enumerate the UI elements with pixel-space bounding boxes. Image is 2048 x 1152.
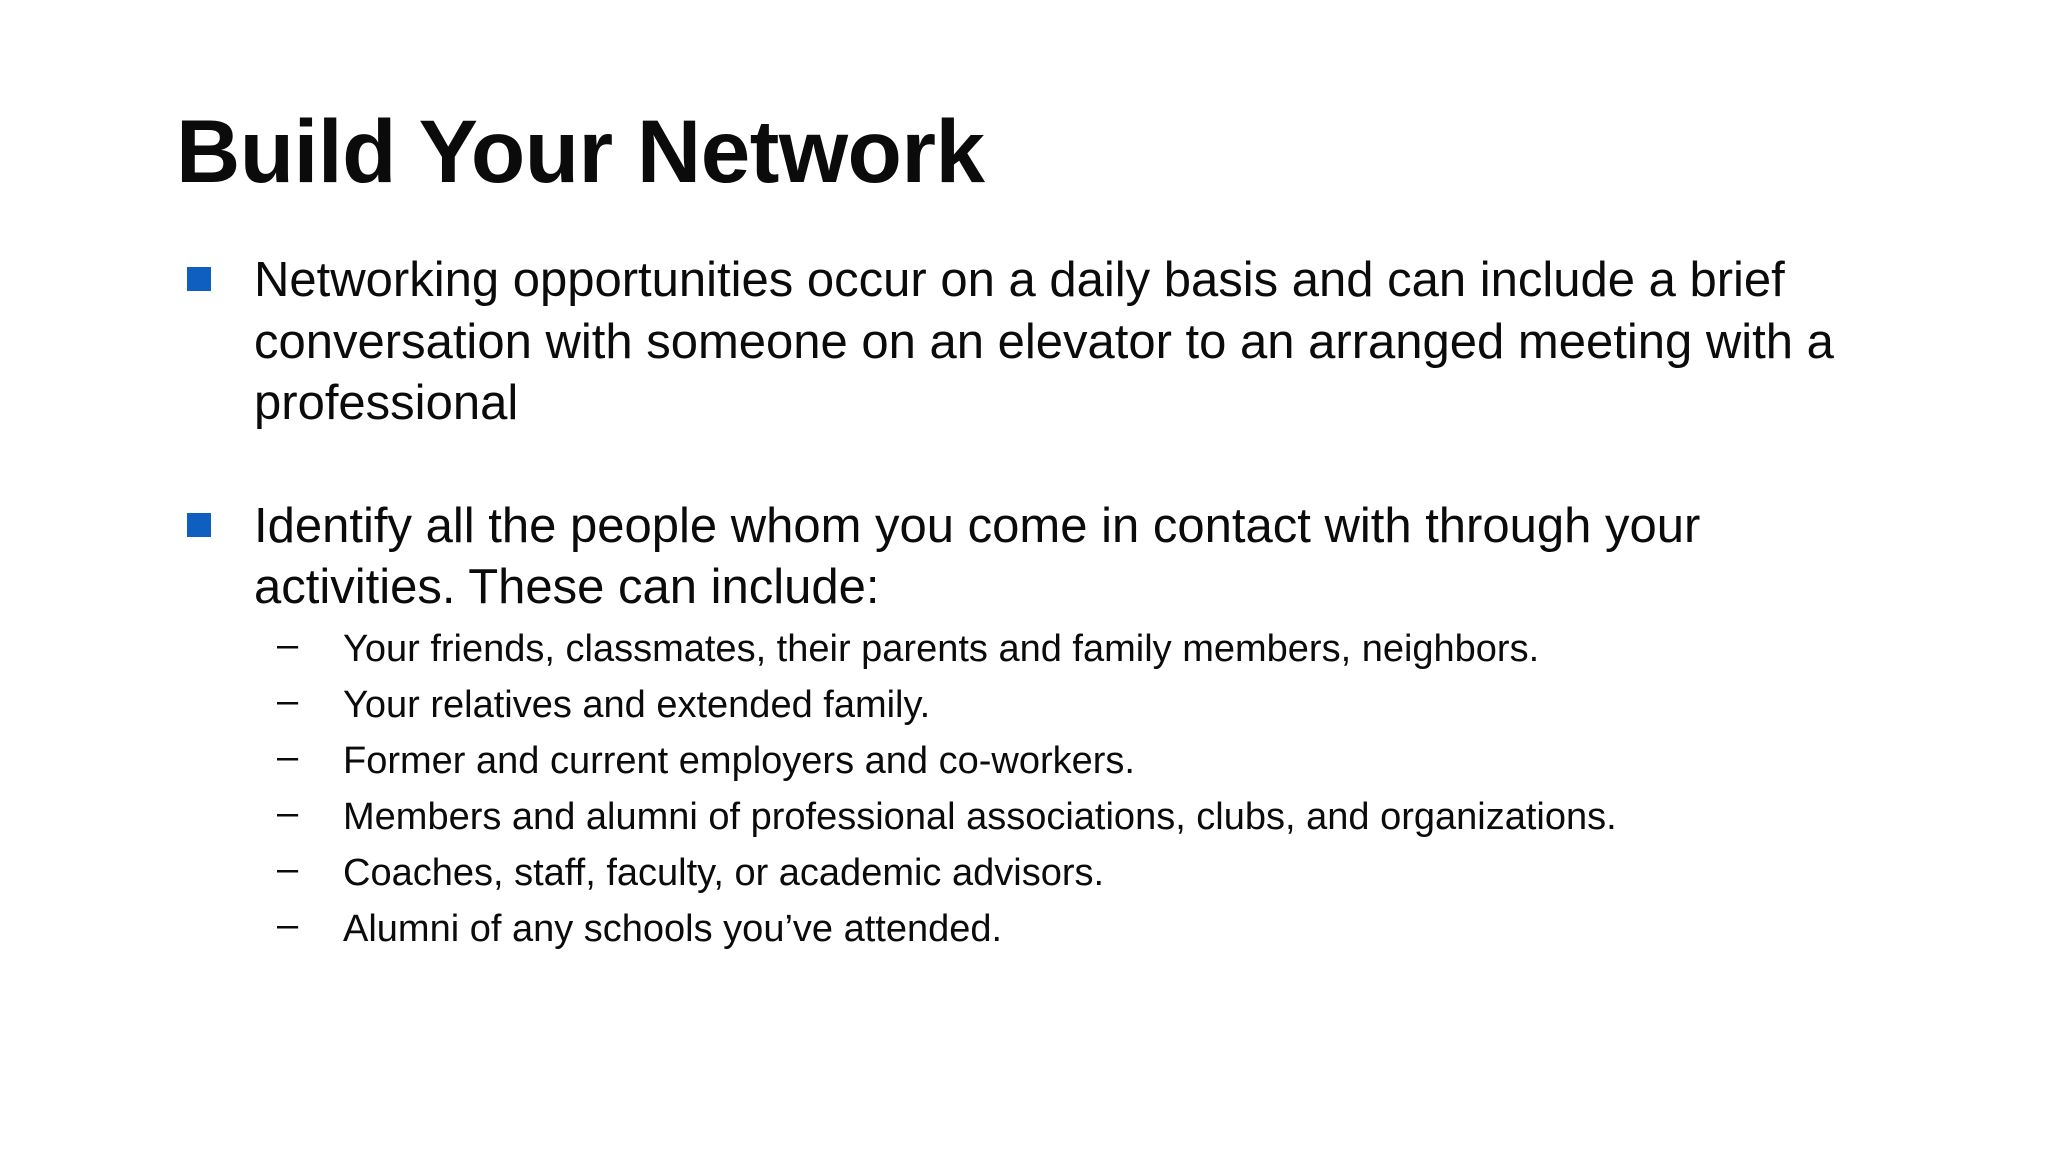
sub-item-text: Your friends, classmates, their parents and family members, neighbors. bbox=[343, 627, 1540, 670]
dash-bullet-icon: – bbox=[277, 623, 299, 666]
sub-item-employers bbox=[254, 733, 1905, 789]
sub-item-text: Former and current employers and co-workers. bbox=[343, 739, 1135, 782]
dash-bullet-icon: – bbox=[277, 679, 299, 722]
bullet-item-identify-people bbox=[185, 496, 1905, 957]
sub-item-text: Your relatives and extended family. bbox=[343, 683, 931, 726]
sub-item-relatives bbox=[254, 677, 1905, 733]
square-bullet-icon bbox=[187, 513, 211, 537]
bullet-list bbox=[185, 250, 1905, 957]
bullet-text: Networking opportunities occur on a daily basis and can include a brief conversation with someone on an elevator to an arranged meeting with a professional bbox=[254, 253, 1834, 430]
sub-bullet-list bbox=[254, 621, 1905, 957]
dash-bullet-icon: – bbox=[277, 903, 299, 946]
sub-item-coaches bbox=[254, 845, 1905, 901]
sub-item-text: Members and alumni of professional associations, clubs, and organizations. bbox=[343, 795, 1617, 838]
bullet-item-networking-opportunities bbox=[185, 250, 1905, 435]
bullet-text: Identify all the people whom you come in contact with through your activities. These can include: bbox=[254, 498, 1701, 614]
slide-title: Build Your Network bbox=[176, 101, 985, 201]
dash-bullet-icon: – bbox=[277, 791, 299, 834]
sub-item-friends bbox=[254, 621, 1905, 677]
dash-bullet-icon: – bbox=[277, 735, 299, 778]
sub-item-associations bbox=[254, 789, 1905, 845]
square-bullet-icon bbox=[187, 267, 211, 291]
dash-bullet-icon: – bbox=[277, 847, 299, 890]
sub-item-text: Alumni of any schools you’ve attended. bbox=[343, 907, 1003, 950]
sub-item-text: Coaches, staff, faculty, or academic advisors. bbox=[343, 851, 1105, 894]
sub-item-alumni bbox=[254, 901, 1905, 957]
